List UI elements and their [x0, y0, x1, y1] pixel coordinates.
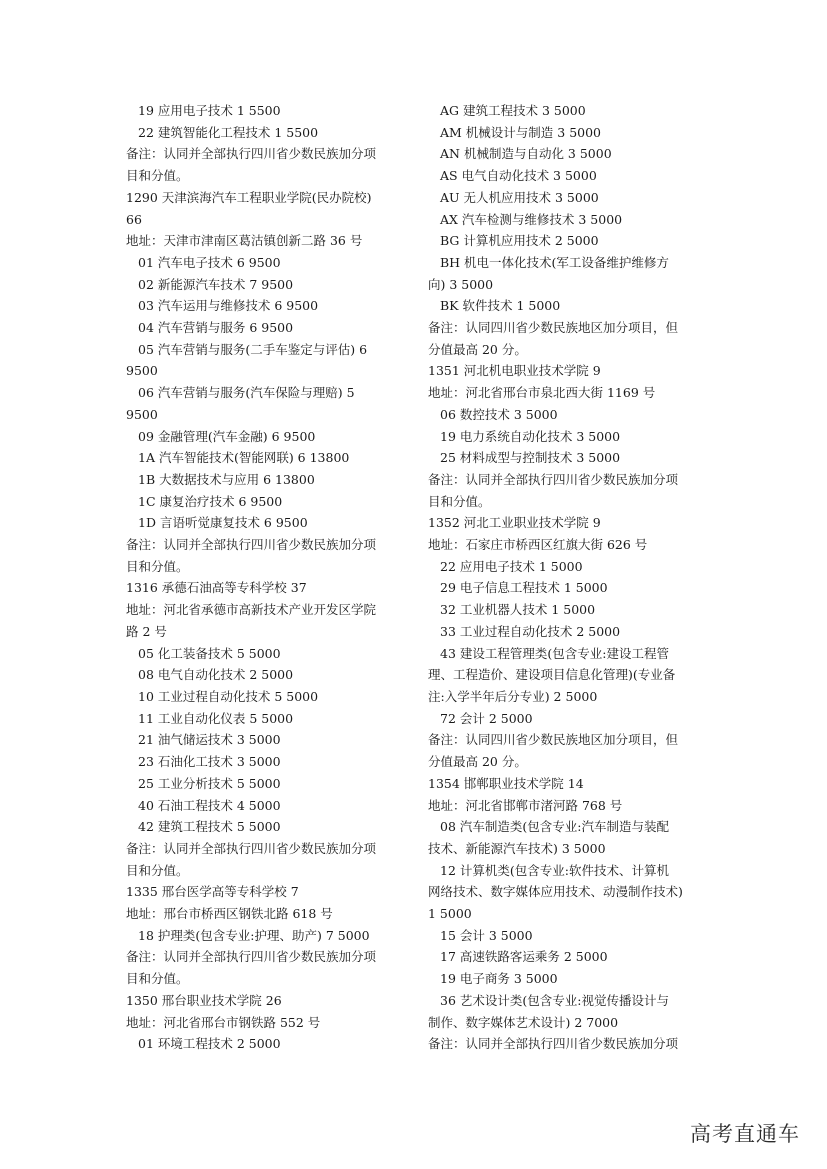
text-line: 路 2 号: [126, 623, 167, 639]
text-line: 备注：认同并全部执行四川省少数民族加分项: [126, 949, 377, 965]
text-line: 1C 康复治疗技术 6 9500: [138, 493, 283, 509]
text-line: 备注：认同并全部执行四川省少数民族加分项: [428, 471, 679, 487]
text-line: 1350 邢台职业技术学院 26: [126, 992, 282, 1008]
text-line: 备注：认同并全部执行四川省少数民族加分项: [126, 537, 377, 553]
text-line: 11 工业自动化仪表 5 5000: [138, 710, 294, 726]
text-line: 19 电子商务 3 5000: [440, 971, 558, 987]
text-line: 1352 河北工业职业技术学院 9: [428, 515, 601, 531]
text-line: AX 汽车检测与维修技术 3 5000: [440, 211, 623, 227]
text-line: 1D 言语听觉康复技术 6 9500: [138, 515, 308, 531]
text-line: 备注：认同四川省少数民族地区加分项目，但: [428, 732, 679, 748]
text-line: 25 工业分析技术 5 5000: [138, 775, 281, 791]
text-line: 02 新能源汽车技术 7 9500: [138, 276, 294, 292]
right-text-column: [428, 100, 703, 1055]
text-line: 技术、新能源汽车技术) 3 5000: [428, 840, 606, 856]
text-line: 25 材料成型与控制技术 3 5000: [440, 450, 621, 466]
text-line: 注:入学半年后分专业) 2 5000: [428, 688, 598, 704]
text-line: 03 汽车运用与维修技术 6 9500: [138, 298, 319, 314]
text-line: 22 应用电子技术 1 5000: [440, 558, 583, 574]
watermark-logo: 高考直通车: [690, 1122, 800, 1146]
text-line: 9500: [126, 406, 158, 422]
text-line: AN 机械制造与自动化 3 5000: [440, 146, 612, 162]
text-line: 66: [126, 211, 142, 227]
text-line: 32 工业机器人技术 1 5000: [440, 602, 596, 618]
text-line: 72 会计 2 5000: [440, 710, 533, 726]
text-line: 地址：河北省邢台市钢铁路 552 号: [126, 1014, 321, 1030]
text-line: 40 石油工程技术 4 5000: [138, 797, 281, 813]
text-line: 29 电子信息工程技术 1 5000: [440, 580, 608, 596]
text-line: 目和分值。: [126, 862, 189, 878]
text-line: 22 建筑智能化工程技术 1 5500: [138, 124, 319, 140]
text-line: AM 机械设计与制造 3 5000: [440, 124, 602, 140]
text-line: AS 电气自动化技术 3 5000: [440, 168, 597, 184]
text-line: 目和分值。: [126, 558, 189, 574]
text-line: 21 油气储运技术 3 5000: [138, 732, 281, 748]
text-line: AU 无人机应用技术 3 5000: [440, 189, 599, 205]
text-line: 10 工业过程自动化技术 5 5000: [138, 688, 319, 704]
text-line: 15 会计 3 5000: [440, 927, 533, 943]
text-line: 09 金融管理(汽车金融) 6 9500: [138, 428, 316, 444]
text-line: 05 汽车营销与服务(二手车鉴定与评估) 6: [138, 341, 368, 357]
text-line: 地址：河北省邢台市泉北西大街 1169 号: [428, 385, 656, 401]
text-line: 备注：认同四川省少数民族地区加分项目，但: [428, 320, 679, 336]
text-line: 目和分值。: [126, 971, 189, 987]
text-line: 目和分值。: [428, 493, 491, 509]
text-line: 1351 河北机电职业技术学院 9: [428, 363, 601, 379]
text-line: 12 计算机类(包含专业:软件技术、计算机: [440, 862, 669, 878]
text-line: 地址：河北省承德市高新技术产业开发区学院: [126, 602, 377, 618]
text-line: 06 数控技术 3 5000: [440, 406, 558, 422]
text-line: 备注：认同并全部执行四川省少数民族加分项: [126, 840, 377, 856]
text-line: 23 石油化工技术 3 5000: [138, 754, 281, 770]
text-line: 9500: [126, 363, 158, 379]
text-line: 网络技术、数字媒体应用技术、动漫制作技术): [428, 884, 683, 900]
text-line: 分值最高 20 分。: [428, 341, 527, 357]
text-line: 18 护理类(包含专业:护理、助产) 7 5000: [138, 927, 370, 943]
text-line: 08 电气自动化技术 2 5000: [138, 667, 294, 683]
text-line: 42 建筑工程技术 5 5000: [138, 819, 281, 835]
text-line: 地址：天津市津南区葛沽镇创新二路 36 号: [126, 233, 363, 249]
text-line: 地址：石家庄市桥西区红旗大街 626 号: [428, 537, 648, 553]
text-line: 1335 邢台医学高等专科学校 7: [126, 884, 299, 900]
text-line: 43 建设工程管理类(包含专业:建设工程管: [440, 645, 669, 661]
text-line: 19 电力系统自动化技术 3 5000: [440, 428, 621, 444]
text-line: 1B 大数据技术与应用 6 13800: [138, 471, 315, 487]
text-line: 备注：认同并全部执行四川省少数民族加分项: [126, 146, 377, 162]
left-text-column: [126, 100, 401, 1055]
text-line: 05 化工装备技术 5 5000: [138, 645, 281, 661]
text-line: 目和分值。: [126, 168, 189, 184]
text-line: 理、工程造价、建设项目信息化管理)(专业备: [428, 667, 676, 683]
text-line: 33 工业过程自动化技术 2 5000: [440, 623, 621, 639]
text-line: 1354 邯郸职业技术学院 14: [428, 775, 584, 791]
text-line: 1316 承德石油高等专科学校 37: [126, 580, 307, 596]
text-line: 17 高速铁路客运乘务 2 5000: [440, 949, 608, 965]
text-line: 36 艺术设计类(包含专业:视觉传播设计与: [440, 992, 669, 1008]
text-line: 制作、数字媒体艺术设计) 2 7000: [428, 1014, 619, 1030]
text-line: BH 机电一体化技术(军工设备维护维修方: [440, 254, 669, 270]
text-line: 01 汽车电子技术 6 9500: [138, 254, 281, 270]
text-line: 分值最高 20 分。: [428, 754, 527, 770]
text-line: 08 汽车制造类(包含专业:汽车制造与装配: [440, 819, 669, 835]
text-line: 01 环境工程技术 2 5000: [138, 1036, 281, 1052]
text-line: BG 计算机应用技术 2 5000: [440, 233, 599, 249]
text-line: 1290 天津滨海汽车工程职业学院(民办院校): [126, 189, 372, 205]
text-line: 1A 汽车智能技术(智能网联) 6 13800: [138, 450, 350, 466]
text-line: 备注：认同并全部执行四川省少数民族加分项: [428, 1036, 679, 1052]
text-line: 19 应用电子技术 1 5500: [138, 103, 281, 118]
text-line: AG 建筑工程技术 3 5000: [440, 103, 586, 118]
text-line: 06 汽车营销与服务(汽车保险与理赔) 5: [138, 385, 355, 401]
text-line: 04 汽车营销与服务 6 9500: [138, 320, 294, 336]
text-line: 地址：邢台市桥西区钢铁北路 618 号: [126, 906, 333, 922]
text-line: 向) 3 5000: [428, 276, 494, 292]
text-line: 地址：河北省邯郸市渚河路 768 号: [428, 797, 623, 813]
text-line: 1 5000: [428, 906, 472, 922]
text-line: BK 软件技术 1 5000: [440, 298, 561, 314]
